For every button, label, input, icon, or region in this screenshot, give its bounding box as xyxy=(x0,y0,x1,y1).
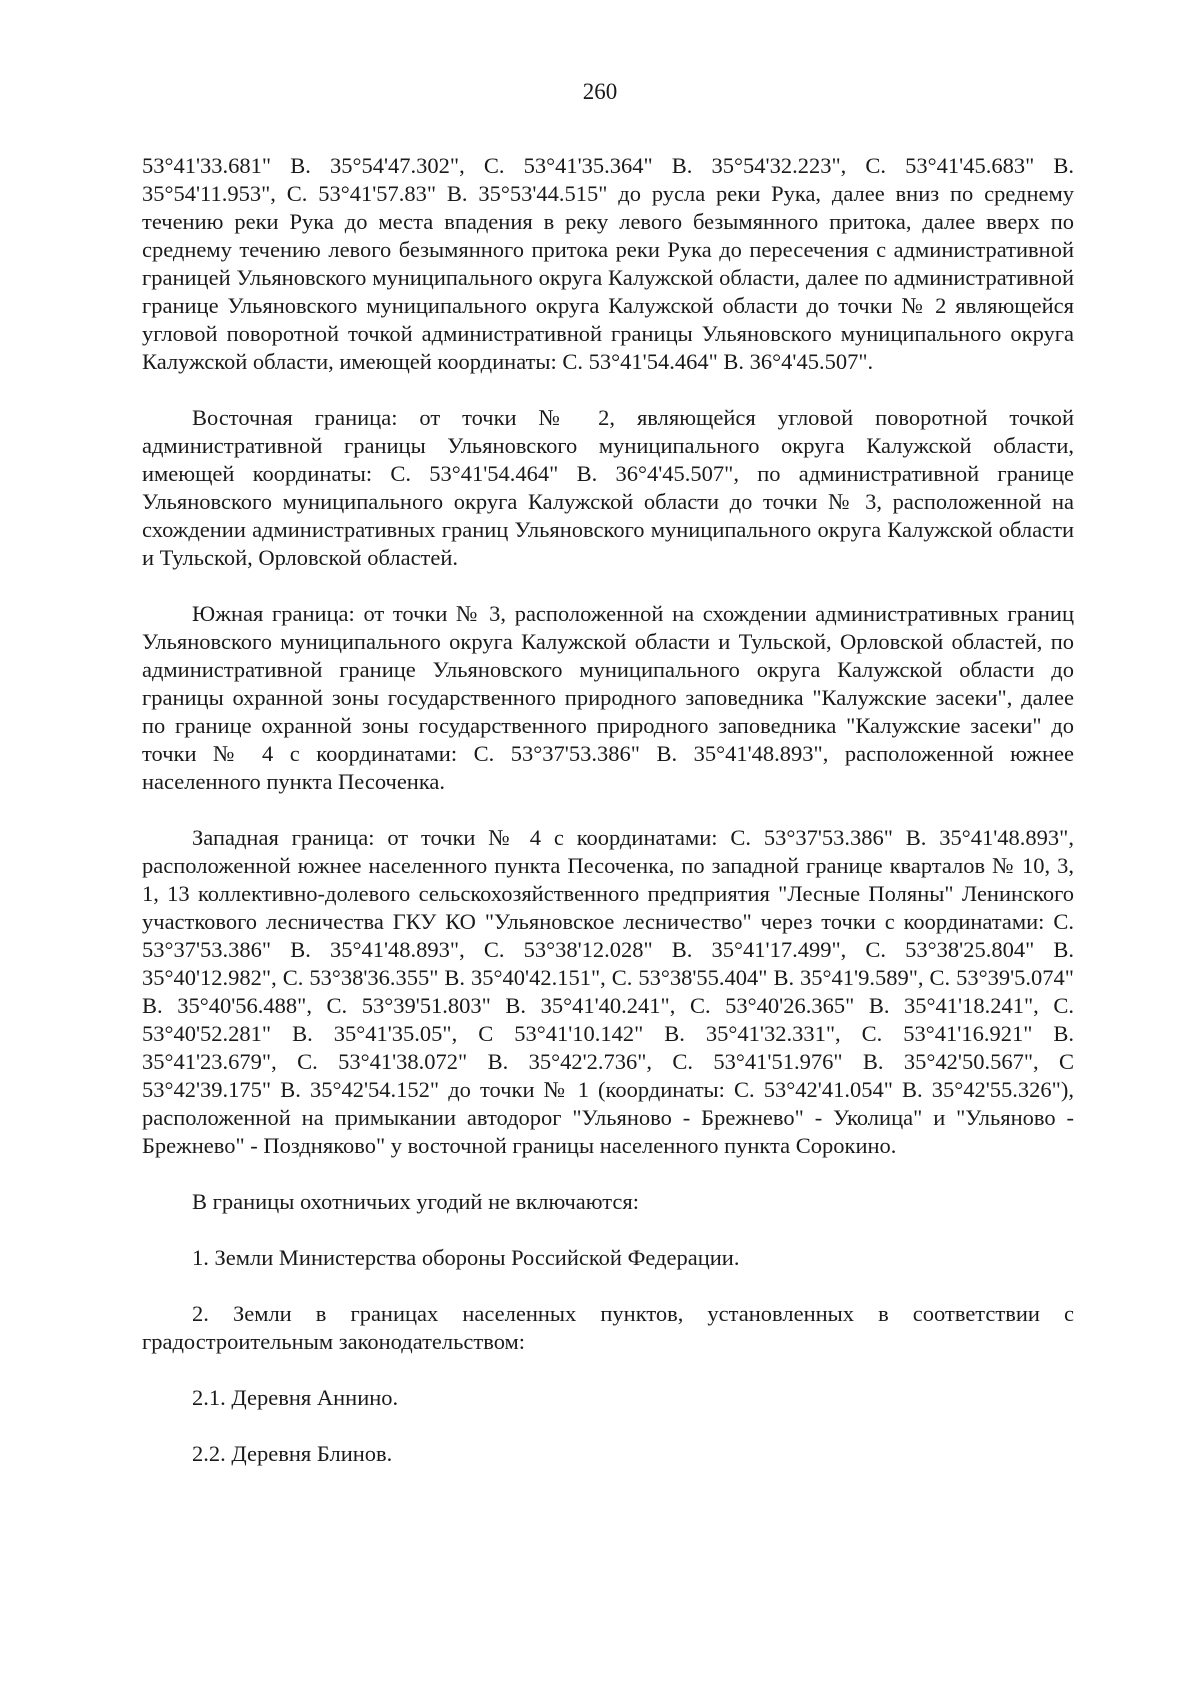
list-item-blinov: 2.2. Деревня Блинов. xyxy=(192,1441,393,1466)
list-item-annino: 2.1. Деревня Аннино. xyxy=(192,1385,399,1410)
paragraph-east-boundary: Восточная граница: от точки № 2, являющейся угловой поворотной точкой административной границы Ульяновского муниципального округа Калужской области, имеющей координаты: С. 53°41'54.464" В. 36°4'45.507", по административной границе Ульяновского муниципального округа Калужской области до точки № 3, расположенной на схождении административных границ Ульяновского муниципального округа Калужской области и Тульской, Орловской областей. xyxy=(142,405,1074,570)
paragraph-west-boundary: Западная граница: от точки № 4 с координатами: С. 53°37'53.386" В. 35°41'48.893", расположенной южнее населенного пункта Песоченка, по западной границе кварталов № 10, 3, 1, 13 коллективно-долевого сельскохозяйственного предприятия "Лесные Поляны" Ленинского участкового лесничества ГКУ КО "Ульяновское лесничество" через точки с координатами: С. 53°37'53.386" В. 35°41'48.893", С. 53°38'12.028" В. 35°41'17.499", С. 53°38'25.804" В. 35°40'12.982", С. 53°38'36.355" В. 35°40'42.151", С. 53°38'55.404" В. 35°41'9.589", С. 53°39'5.074" В. 35°40'56.488", С. 53°39'51.803" В. 35°41'40.241", С. 53°40'26.365" В. 35°41'18.241", С. 53°40'52.281" В. 35°41'35.05", С 53°41'10.142" В. 35°41'32.331", С. 53°41'16.921" В. 35°41'23.679", С. 53°41'38.072" В. 35°42'2.736", С. 53°41'51.976" В. 35°42'50.567", С 53°42'39.175" В. 35°42'54.152" до точки № 1 (координаты: С. 53°42'41.054" В. 35°42'55.326"), расположенной на примыкании автодорог "Ульяново - Брежнево" - Уколица" и "Ульяново - Брежнево" - Поздняково" у восточной границы населенного пункта Сорокино. xyxy=(142,825,1074,1158)
paragraph-exclusions-heading: В границы охотничьих угодий не включаются: xyxy=(192,1189,639,1214)
list-item-defense-lands: 1. Земли Министерства обороны Российской Федерации. xyxy=(192,1245,740,1270)
list-item-settlement-lands: 2. Земли в границах населенных пунктов, установленных в соответствии с градостроительным законодательством: xyxy=(142,1301,1074,1354)
paragraph-south-boundary: Южная граница: от точки № 3, расположенной на схождении административных границ Ульяновского муниципального округа Калужской области и Тульской, Орловской областей, по административной границе Ульяновского муниципального округа Калужской области до границы охранной зоны государственного природного заповедника "Калужские засеки", далее по границе охранной зоны государственного природного заповедника "Калужские засеки" до точки № 4 с координатами: С. 53°37'53.386" В. 35°41'48.893", расположенной южнее населенного пункта Песоченка. xyxy=(142,601,1074,794)
paragraph-north-boundary-continuation: 53°41'33.681" В. 35°54'47.302", С. 53°41'35.364" В. 35°54'32.223", С. 53°41'45.683" В. 35°54'11.953", С. 53°41'57.83" В. 35°53'44.515" до русла реки Рука, далее вниз по среднему течению реки Рука до места впадения в реку левого безымянного притока, далее вверх по среднему течению левого безымянного притока реки Рука до пересечения с административной границей Ульяновского муниципального округа Калужской области, далее по административной границе Ульяновского муниципального округа Калужской области до точки № 2 являющейся угловой поворотной точкой административной границы Ульяновского муниципального округа Калужской области, имеющей координаты: С. 53°41'54.464" В. 36°4'45.507". xyxy=(142,153,1074,374)
document-body xyxy=(142,152,1074,1496)
page-number: 260 xyxy=(582,79,618,104)
